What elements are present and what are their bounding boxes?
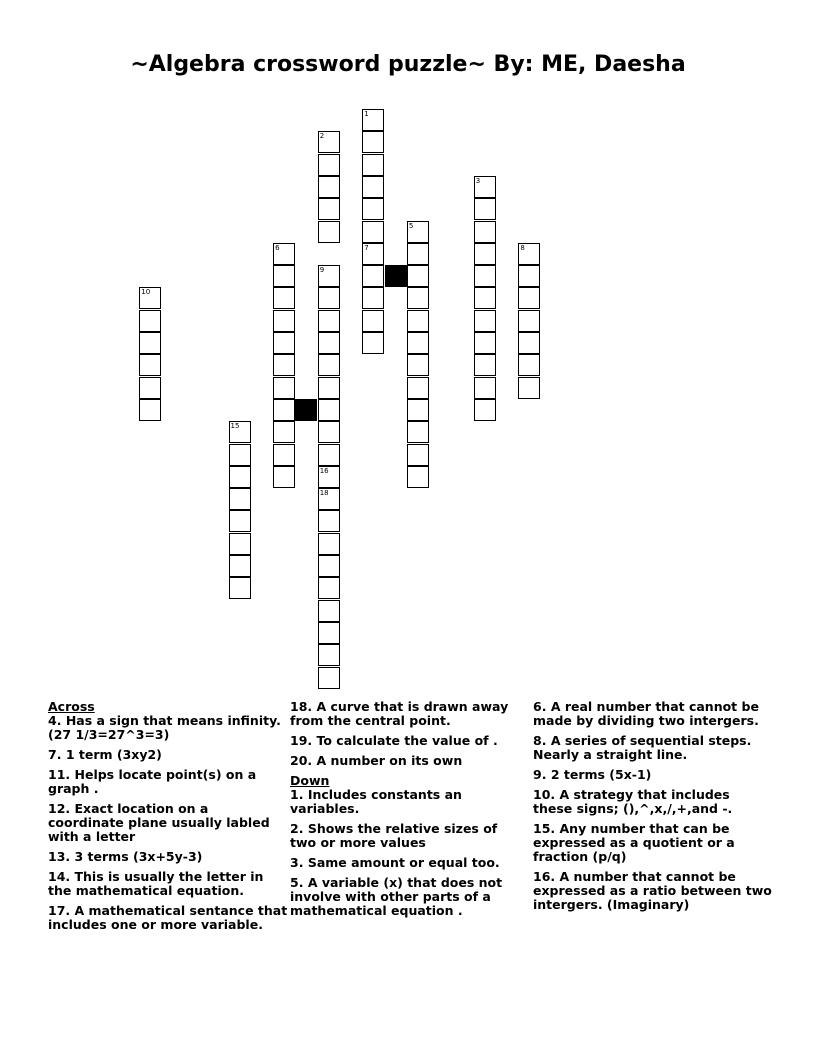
grid-cell[interactable]: [318, 354, 340, 376]
clue-number: 2: [319, 132, 325, 141]
across-clue: [48, 802, 288, 844]
grid-cell[interactable]: [474, 332, 496, 354]
down-clue-text: A variable (x) that does not involve with other parts of a mathematical equation .: [290, 875, 503, 918]
grid-cell[interactable]: [229, 510, 251, 532]
down-clue-text: A series of sequential steps. Nearly a straight line.: [533, 733, 752, 762]
clues-column-1: [48, 700, 288, 938]
grid-cell[interactable]: [318, 555, 340, 577]
grid-cell[interactable]: [474, 399, 496, 421]
across-clue-number: 14.: [48, 869, 75, 884]
down-clue-number: 6.: [533, 699, 551, 714]
grid-cell[interactable]: [318, 377, 340, 399]
down-clue: [290, 822, 526, 850]
down-clue-text: 2 terms (5x-1): [550, 767, 652, 782]
across-clue-text: A mathematical sentance that includes one or more variable.: [48, 903, 288, 932]
down-clue: [533, 700, 773, 728]
grid-cell[interactable]: [318, 399, 340, 421]
grid-cell[interactable]: [229, 444, 251, 466]
grid-cell[interactable]: [318, 622, 340, 644]
down-clue: [533, 788, 773, 816]
grid-cell[interactable]: [362, 332, 384, 354]
grid-cell[interactable]: [407, 466, 429, 488]
grid-cell[interactable]: [139, 332, 161, 354]
grid-cell[interactable]: [518, 287, 540, 309]
down-clue: [533, 822, 773, 864]
grid-cell[interactable]: [318, 667, 340, 689]
down-clue: [533, 870, 773, 912]
down-clue-number: 9.: [533, 767, 551, 782]
grid-cell[interactable]: [407, 399, 429, 421]
across-clue-text: This is usually the letter in the mathematical equation.: [48, 869, 264, 898]
down-clue-number: 10.: [533, 787, 560, 802]
grid-cell[interactable]: [318, 131, 340, 153]
clue-number: 15: [230, 422, 240, 431]
down-heading: Down: [290, 773, 330, 788]
across-clue: [48, 850, 288, 864]
grid-cell[interactable]: [318, 600, 340, 622]
grid-cell[interactable]: [407, 421, 429, 443]
clue-number: 3: [475, 176, 481, 185]
grid-cell[interactable]: [474, 310, 496, 332]
grid-cell[interactable]: [407, 265, 429, 287]
grid-cell[interactable]: [229, 555, 251, 577]
grid-cell[interactable]: [273, 310, 295, 332]
grid-cell[interactable]: [318, 176, 340, 198]
clue-number: 1: [364, 110, 369, 118]
grid-cell[interactable]: [318, 488, 340, 510]
grid-cell[interactable]: [518, 310, 540, 332]
across-clue-number: 17.: [48, 903, 75, 918]
down-clue: [290, 856, 526, 870]
grid-block: [385, 265, 407, 287]
grid-cell[interactable]: [273, 377, 295, 399]
clue-number: 10: [141, 288, 151, 297]
grid-cell[interactable]: [273, 399, 295, 421]
across-clue-number: 7.: [48, 747, 66, 762]
across-clue: [48, 870, 288, 898]
clues-column-2: [290, 700, 526, 924]
clue-number: 8: [520, 243, 525, 252]
grid-cell[interactable]: [407, 354, 429, 376]
grid-cell[interactable]: [362, 154, 384, 176]
across-clue-number: 13.: [48, 849, 75, 864]
grid-cell[interactable]: [518, 377, 540, 399]
grid-cell[interactable]: [318, 221, 340, 243]
across-clue-number: 4.: [48, 713, 66, 728]
down-clue: [533, 768, 773, 782]
grid-cell[interactable]: [318, 287, 340, 309]
grid-cell[interactable]: [318, 421, 340, 443]
grid-cell[interactable]: [273, 332, 295, 354]
page-title: ~Algebra crossword puzzle~ By: ME, Daesha: [130, 52, 686, 77]
grid-cell[interactable]: [229, 421, 251, 443]
across-clue-number: 19.: [290, 733, 317, 748]
grid-cell[interactable]: [407, 444, 429, 466]
grid-cell[interactable]: [362, 310, 384, 332]
down-clue-text: Shows the relative sizes of two or more values: [290, 821, 498, 850]
grid-cell[interactable]: [518, 354, 540, 376]
grid-cell[interactable]: [518, 243, 540, 265]
grid-cell[interactable]: [273, 421, 295, 443]
grid-cell[interactable]: [273, 444, 295, 466]
grid-cell[interactable]: [474, 176, 496, 198]
grid-cell[interactable]: [273, 243, 295, 265]
down-clue-number: 8.: [533, 733, 551, 748]
grid-cell[interactable]: [318, 533, 340, 555]
grid-cell[interactable]: [139, 287, 161, 309]
grid-cell[interactable]: [139, 377, 161, 399]
grid-cell[interactable]: [518, 265, 540, 287]
grid-cell[interactable]: [318, 332, 340, 354]
across-clue: [290, 754, 526, 768]
down-clue-text: A real number that cannot be made by dividing two intergers.: [533, 699, 759, 728]
across-clue-text: 3 terms (3x+5y-3): [74, 849, 203, 864]
grid-cell[interactable]: [362, 243, 384, 265]
grid-cell[interactable]: [318, 198, 340, 220]
down-clue-number: 3.: [290, 855, 308, 870]
grid-cell[interactable]: [362, 265, 384, 287]
across-clue-text: Has a sign that means infinity. (27 1/3=27^3=3): [48, 713, 281, 742]
down-clue: [290, 876, 526, 918]
grid-cell[interactable]: [474, 287, 496, 309]
across-clue-text: To calculate the value of .: [316, 733, 498, 748]
across-clue-number: 18.: [290, 699, 317, 714]
grid-cell[interactable]: [318, 154, 340, 176]
grid-cell[interactable]: [318, 444, 340, 466]
across-clue: [48, 768, 288, 796]
grid-cell[interactable]: [318, 466, 340, 488]
grid-cell[interactable]: [318, 265, 340, 287]
across-clue: [48, 748, 288, 762]
grid-cell[interactable]: [273, 466, 295, 488]
grid-cell[interactable]: [474, 265, 496, 287]
grid-cell[interactable]: [139, 399, 161, 421]
grid-cell[interactable]: [362, 198, 384, 220]
down-clue-number: 16.: [533, 869, 560, 884]
grid-cell[interactable]: [229, 488, 251, 510]
grid-cell[interactable]: [139, 354, 161, 376]
clue-number: 18: [319, 489, 329, 498]
grid-cell[interactable]: [273, 354, 295, 376]
grid-cell[interactable]: [362, 221, 384, 243]
grid-cell[interactable]: [474, 198, 496, 220]
down-clue-number: 2.: [290, 821, 308, 836]
clue-number: 9: [319, 266, 325, 275]
grid-cell[interactable]: [474, 354, 496, 376]
grid-cell[interactable]: [229, 466, 251, 488]
clue-number: 6: [275, 243, 280, 252]
grid-cell[interactable]: [362, 176, 384, 198]
down-clue-number: 1.: [290, 787, 308, 802]
grid-cell[interactable]: [318, 310, 340, 332]
down-clue-number: 5.: [290, 875, 308, 890]
grid-cell[interactable]: [474, 377, 496, 399]
across-clue: [48, 714, 288, 742]
grid-cell[interactable]: [407, 287, 429, 309]
across-clue-text: A curve that is drawn away from the central point.: [290, 699, 509, 728]
grid-cell[interactable]: [318, 510, 340, 532]
clue-number: 5: [408, 221, 414, 230]
clue-number: 16: [319, 466, 329, 475]
grid-cell[interactable]: [318, 577, 340, 599]
grid-cell[interactable]: [518, 332, 540, 354]
grid-cell[interactable]: [229, 577, 251, 599]
grid-block: [295, 399, 317, 421]
grid-cell[interactable]: [273, 287, 295, 309]
across-clue: [290, 700, 526, 728]
down-clue-text: Includes constants an variables.: [290, 787, 462, 816]
across-heading: Across: [48, 699, 95, 714]
down-clue-text: Same amount or equal too.: [307, 855, 500, 870]
across-clue-text: 1 term (3xy2): [65, 747, 162, 762]
grid-cell[interactable]: [139, 310, 161, 332]
grid-cell[interactable]: [318, 644, 340, 666]
grid-cell[interactable]: [407, 377, 429, 399]
grid-cell[interactable]: [407, 332, 429, 354]
clue-number: 7: [364, 243, 369, 252]
across-clue-text: Exact location on a coordinate plane usually labled with a letter: [48, 801, 270, 844]
across-clue: [290, 734, 526, 748]
across-clue-text: A number on its own: [316, 753, 463, 768]
down-clue: [533, 734, 773, 762]
across-clue: [48, 904, 288, 932]
clues-column-3: [533, 700, 773, 918]
grid-cell[interactable]: [362, 109, 384, 131]
grid-cell[interactable]: [407, 310, 429, 332]
grid-cell[interactable]: [407, 221, 429, 243]
grid-cell[interactable]: [229, 533, 251, 555]
grid-cell[interactable]: [407, 243, 429, 265]
across-clue-number: 12.: [48, 801, 75, 816]
grid-cell[interactable]: [474, 221, 496, 243]
down-clue-text: Any number that can be expressed as a quotient or a fraction (p/q): [533, 821, 735, 864]
down-clue: [290, 788, 526, 816]
across-clue-number: 20.: [290, 753, 317, 768]
grid-cell[interactable]: [362, 287, 384, 309]
across-clue-text: Helps locate point(s) on a graph .: [48, 767, 257, 796]
down-clue-text: A number that cannot be expressed as a ratio between two intergers. (Imaginary): [533, 869, 772, 912]
down-clue-text: A strategy that includes these signs; (),^,x,/,+,and -.: [533, 787, 733, 816]
grid-cell[interactable]: [474, 243, 496, 265]
across-clue-number: 11.: [48, 767, 75, 782]
down-clue-number: 15.: [533, 821, 560, 836]
grid-cell[interactable]: [273, 265, 295, 287]
grid-cell[interactable]: [362, 131, 384, 153]
